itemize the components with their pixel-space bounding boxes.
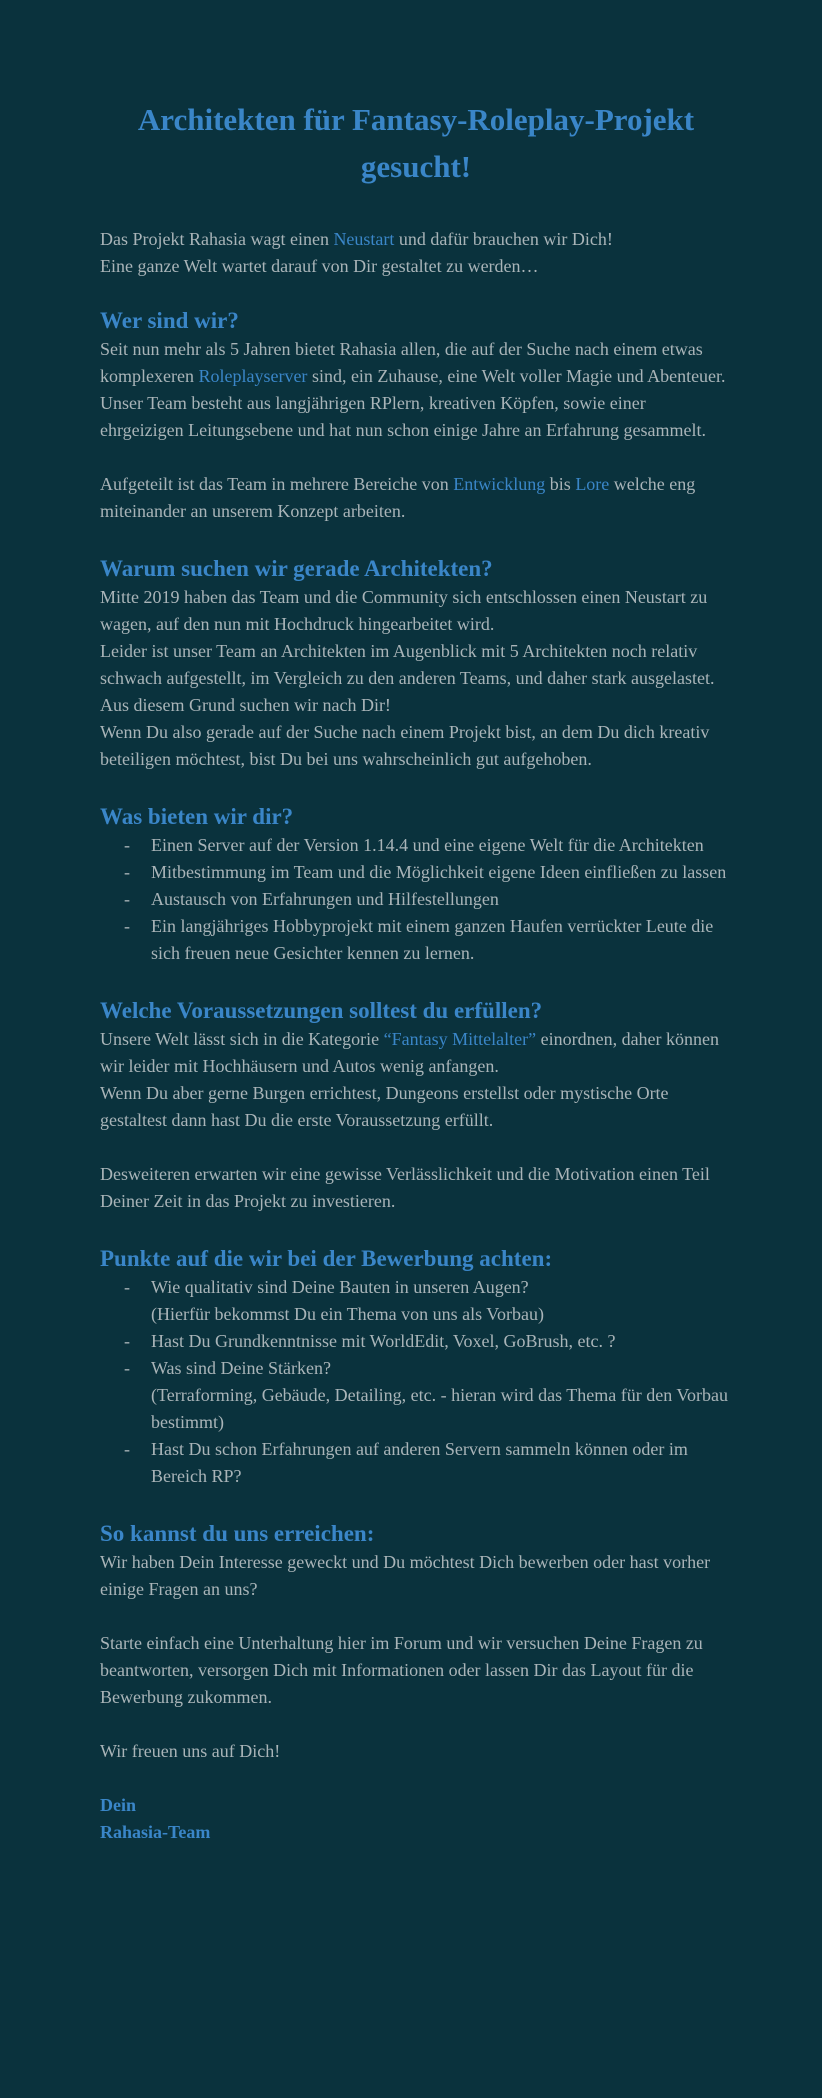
list-item <box>100 1328 732 1355</box>
dash-bullet: - <box>124 862 130 882</box>
spacer <box>100 1134 732 1161</box>
who-text: Seit nun mehr als 5 Jahren bietet Rahasia allen, die auf der Suche nach einem etwas komplexeren <box>100 339 703 386</box>
list-item <box>100 1274 732 1328</box>
requirements-section <box>100 996 732 1215</box>
why-paragraph-2: Leider ist unser Team an Architekten im Augenblick mit 5 Architekten noch relativ schwach aufgestellt, im Vergleich zu den anderen Teams, und daher stark ausgelastet. Aus diesem Grund suchen wir nach Dir! <box>100 641 715 715</box>
fantasy-mittelalter-link[interactable]: “Fantasy Mittelalter” <box>383 1029 537 1049</box>
list-item-text: Hast Du schon Erfahrungen auf anderen Servern sammeln können oder im Bereich RP? <box>151 1439 688 1486</box>
list-item-text: Mitbestimmung im Team und die Möglichkeit eigene Ideen einfließen zu lassen <box>151 862 727 882</box>
points-heading: Punkte auf die wir bei der Bewerbung achten: <box>100 1246 553 1271</box>
list-item <box>100 913 732 967</box>
spacer <box>100 1603 732 1630</box>
entwicklung-link[interactable]: Entwicklung <box>453 474 546 494</box>
intro-text: und dafür brauchen wir Dich! <box>394 229 613 249</box>
why-heading: Warum suchen wir gerade Architekten? <box>100 556 493 581</box>
who-text: bis <box>545 474 576 494</box>
who-text: Aufgeteilt ist das Team in mehrere Bereiche von <box>100 474 454 494</box>
contact-section <box>100 1519 732 1846</box>
list-item <box>100 1436 732 1490</box>
intro-line-2: Eine ganze Welt wartet darauf von Dir gestaltet zu werden… <box>100 256 539 276</box>
who-paragraph-2: Unser Team besteht aus langjährigen RPlern, kreativen Köpfen, sowie einer ehrgeizigen Leitungsebene und hat nun schon einige Jahre an Erfahrung gesammelt. <box>100 393 706 440</box>
dash-bullet: - <box>124 889 130 909</box>
dash-bullet: - <box>124 835 130 855</box>
requirements-text: einordnen, daher können wir leider mit Hochhäusern und Autos wenig anfangen. <box>100 1029 720 1076</box>
intro-text: Das Projekt Rahasia wagt einen <box>100 229 334 249</box>
requirements-paragraph-3: Desweiteren erwarten wir eine gewisse Verlässlichkeit und die Motivation einen Teil Deiner Zeit in das Projekt zu investieren. <box>100 1164 710 1211</box>
lore-link[interactable]: Lore <box>575 474 610 494</box>
intro-section <box>100 226 732 280</box>
points-section <box>100 1244 732 1490</box>
requirements-paragraph-2: Wenn Du aber gerne Burgen errichtest, Dungeons erstellst oder mystische Orte gestaltest dann hast Du die erste Voraussetzung erfüllt. <box>100 1083 669 1130</box>
points-list <box>100 1274 732 1490</box>
list-item-text: Wie qualitativ sind Deine Bauten in unseren Augen? <box>151 1277 529 1297</box>
why-section <box>100 554 732 773</box>
list-item <box>100 886 732 913</box>
list-item-subtext: (Hierfür bekommst Du ein Thema von uns als Vorbau) <box>151 1304 544 1324</box>
offer-section <box>100 802 732 967</box>
list-item <box>100 1355 732 1436</box>
roleplayserver-link[interactable]: Roleplayserver <box>198 366 308 386</box>
contact-paragraph-1: Wir haben Dein Interesse geweckt und Du möchtest Dich bewerben oder hast vorher einige Fragen an uns? <box>100 1552 711 1599</box>
intro-line-1 <box>100 226 732 253</box>
dash-bullet: - <box>124 1331 130 1351</box>
list-item-subtext: (Terraforming, Gebäude, Detailing, etc. - hieran wird das Thema für den Vorbau bestimmt) <box>151 1385 729 1432</box>
signature <box>100 1792 732 1846</box>
offer-list <box>100 832 732 967</box>
list-item-text: Einen Server auf der Version 1.14.4 und eine eigene Welt für die Architekten <box>151 835 704 855</box>
dash-bullet: - <box>124 1358 130 1378</box>
list-item-text: Hast Du Grundkenntnisse mit WorldEdit, Voxel, GoBrush, etc. ? <box>151 1331 616 1351</box>
requirements-heading: Welche Voraussetzungen solltest du erfüllen? <box>100 998 543 1023</box>
spacer <box>100 444 732 471</box>
why-paragraph-1: Mitte 2019 haben das Team und die Community sich entschlossen einen Neustart zu wagen, auf den nun mit Hochdruck hingearbeitet wird. <box>100 587 708 634</box>
dash-bullet: - <box>124 916 130 936</box>
contact-heading: So kannst du uns erreichen: <box>100 1521 375 1546</box>
spacer <box>100 1765 732 1792</box>
contact-paragraph-3: Wir freuen uns auf Dich! <box>100 1741 281 1761</box>
list-item-text: Austausch von Erfahrungen und Hilfestellungen <box>151 889 499 909</box>
who-heading: Wer sind wir? <box>100 308 239 333</box>
requirements-text: Unsere Welt lässt sich in die Kategorie <box>100 1029 384 1049</box>
signature-line-1: Dein <box>100 1795 136 1815</box>
list-item <box>100 859 732 886</box>
who-text: sind, ein Zuhause, eine Welt voller Magie und Abenteuer. <box>307 366 726 386</box>
who-text: welche eng miteinander an unserem Konzept arbeiten. <box>100 474 696 521</box>
list-item-text: Was sind Deine Stärken? <box>151 1358 331 1378</box>
list-item-text: Ein langjähriges Hobbyprojekt mit einem ganzen Haufen verrückter Leute die sich freuen neue Gesichter kennen zu lernen. <box>151 916 714 963</box>
signature-line-2: Rahasia-Team <box>100 1822 211 1842</box>
who-paragraph-1 <box>100 336 732 390</box>
dash-bullet: - <box>124 1439 130 1459</box>
neustart-link[interactable]: Neustart <box>333 229 395 249</box>
offer-heading: Was bieten wir dir? <box>100 804 294 829</box>
list-item <box>100 832 732 859</box>
contact-paragraph-2: Starte einfach eine Unterhaltung hier im Forum und wir versuchen Deine Fragen zu beantworten, versorgen Dich mit Informationen oder lassen Dir das Layout für die Bewerbung zukommen. <box>100 1633 703 1707</box>
why-paragraph-3: Wenn Du also gerade auf der Suche nach einem Projekt bist, an dem Du dich kreativ beteiligen möchtest, bist Du bei uns wahrscheinlich gut aufgehoben. <box>100 722 710 769</box>
who-paragraph-3 <box>100 471 732 525</box>
dash-bullet: - <box>124 1277 130 1297</box>
spacer <box>100 1711 732 1738</box>
who-section <box>100 306 732 525</box>
requirements-paragraph-1 <box>100 1026 732 1080</box>
page-title: Architekten für Fantasy-Roleplay-Projekt gesucht! <box>137 102 695 184</box>
